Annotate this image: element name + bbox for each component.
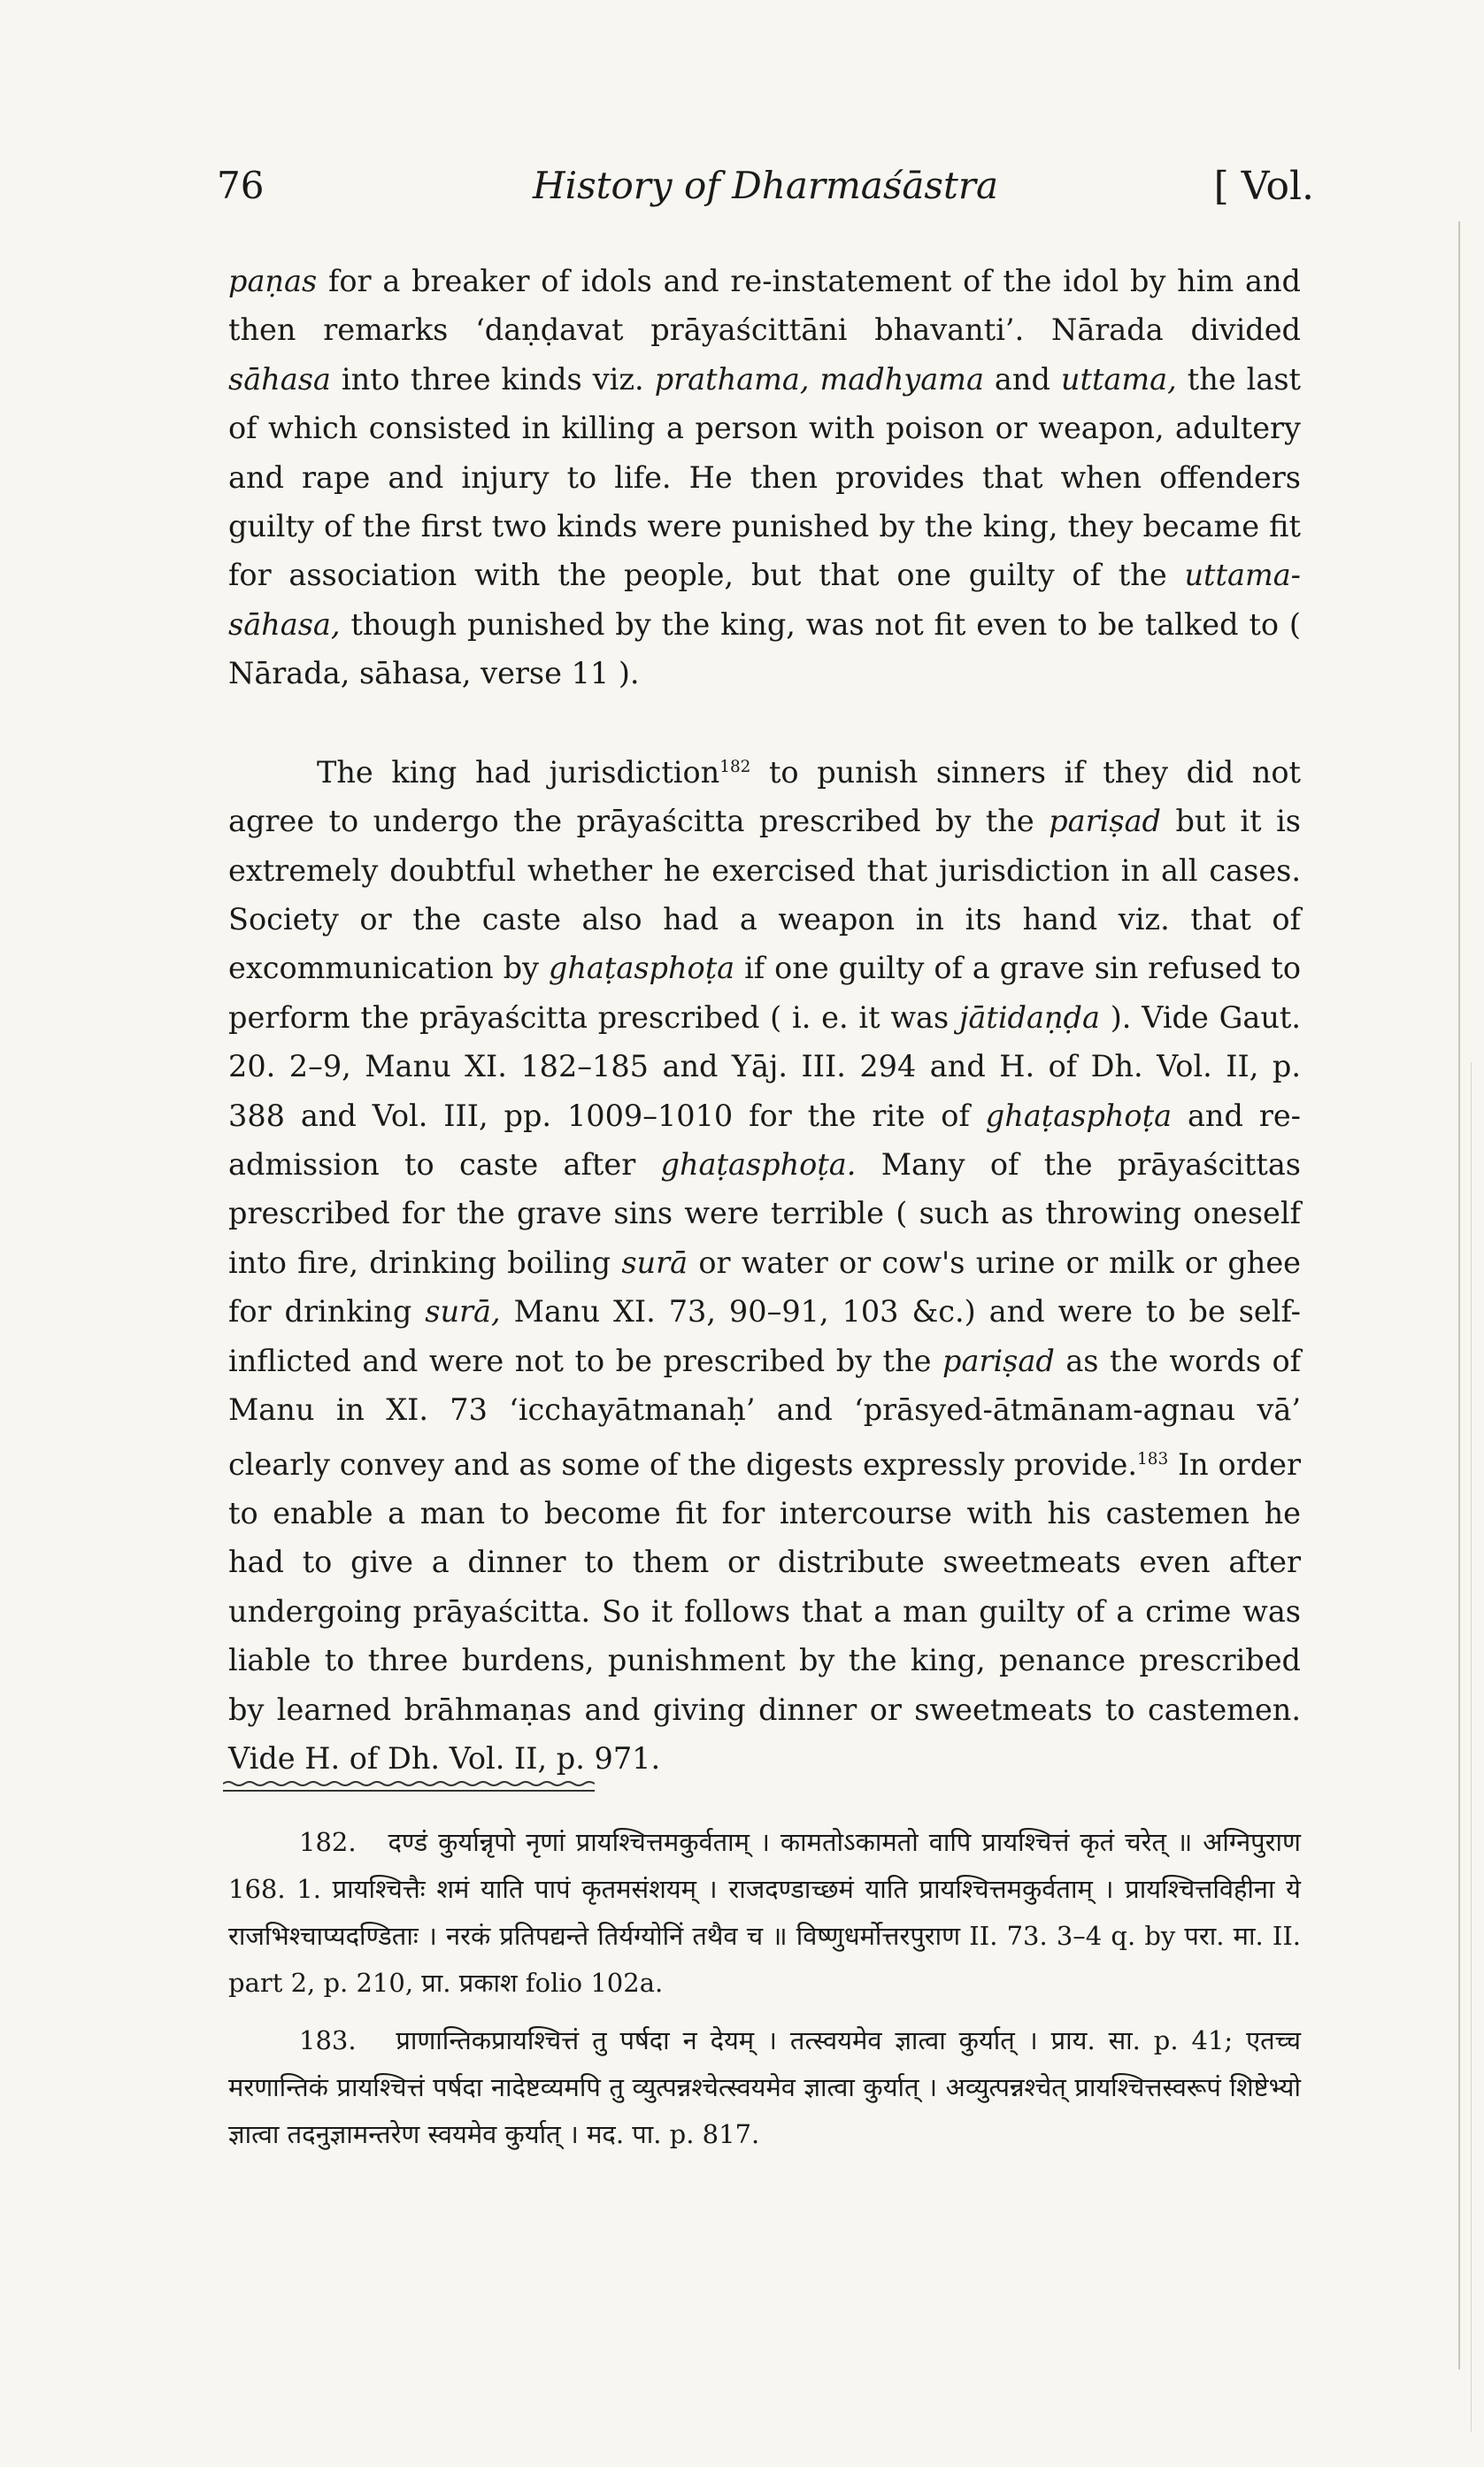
running-title: History of Dharmaśāstra — [533, 164, 998, 207]
term-italic: uttama, — [1060, 361, 1177, 397]
text-run: into three kinds viz. — [330, 361, 655, 397]
text-run: though punished by the king, was not fit even to be talked to ( Nārada, sāhasa, verse 11 ). — [228, 606, 1301, 691]
term-italic: ghaṭasphoṭa. — [660, 1147, 857, 1183]
text-run: for a breaker of idols and re-instatement of the idol by him and then remarks ‘daṇḍavat prāyaścittāni bhavanti’. Nārada divided — [228, 264, 1301, 348]
text-run: In order to enable a man to become fit for intercourse with his castemen he had to give a dinner to them or distribute sweetmeats even after undergoing prāyaścitta. So it follows that a man guilty of a crime was liable to three burdens, punishment by the king, penance prescribed by learned brāhmaṇas and giving dinner or sweetmeats to castemen. Vide H. of Dh. Vol. II, p. 971. — [228, 1446, 1301, 1777]
text-run: but it is extremely doubtful whether he exercised that jurisdiction in all cases. Society or the caste also had a weapon in its hand viz. that of excommunication by — [228, 804, 1301, 986]
term-italic: pariṣad — [1049, 804, 1161, 839]
text-run: the last of which consisted in killing a person with poison or weapon, adultery and rape and injury to life. He then provides that when offenders guilty of the first two kinds were punished by the king, they became fit for association with the people, but that one guilty of the — [228, 361, 1301, 593]
text-run: Many of the prāyaścittas prescribed for the grave sins were terrible ( such as throwing oneself into fire, drinking boiling — [228, 1147, 1301, 1280]
term-italic: sāhasa — [228, 361, 331, 397]
footnote-ref: 182 — [719, 757, 751, 776]
footnote-182 — [228, 1819, 1301, 2007]
term-italic: uttama-sāhasa, — [228, 558, 1301, 642]
page-number: 76 — [217, 164, 265, 207]
term-italic: paṇas — [228, 264, 318, 298]
main-text — [228, 257, 1301, 1784]
text-run: and re-admission to caste after — [228, 1098, 1302, 1183]
volume-marker: [ Vol. — [1213, 164, 1314, 209]
footnote-separator — [223, 1779, 595, 1795]
page-header — [217, 164, 1314, 217]
paragraph-2 — [228, 743, 1301, 1784]
text-run: to punish sinners if they did not agree to undergo the prāyaścitta prescribed by the — [228, 754, 1301, 839]
text-run: ). Vide Gaut. 20. 2–9, Manu XI. 182–185 and Yāj. III. 294 and H. of Dh. Vol. II, p. 388 and Vol. III, pp. 1009–1010 for the rite of — [228, 999, 1302, 1133]
term-italic: pariṣad — [942, 1343, 1055, 1378]
page-edge-rule — [1458, 221, 1460, 2370]
text-run: and — [983, 361, 1061, 397]
term-italic: ghaṭasphoṭa — [548, 951, 735, 986]
footnotes — [228, 1819, 1301, 2158]
footnote-ref: 183 — [1137, 1449, 1169, 1469]
text-run: as the words of Manu in XI. 73 ‘icchayātmanaḥ’ and ‘prāsyed-ātmānam-agnau vā’ clearly convey and as some of the digests expressly provide. — [228, 1343, 1302, 1482]
term-italic: surā — [621, 1245, 688, 1280]
text-run: if one guilty of a grave sin refused to perform the prāyaścitta prescribed ( i. e. it was — [228, 951, 1301, 1035]
term-italic: prathama, madhyama — [654, 361, 984, 397]
footnote-number: 182. — [299, 1827, 357, 1857]
term-italic: ghaṭasphoṭa — [985, 1098, 1173, 1133]
page-edge-rule-inner — [1471, 1062, 1472, 2432]
text-run: Manu XI. 73, 90–91, 103 &c.) and were to be self-inflicted and were not to be prescribed by the — [228, 1294, 1301, 1378]
footnote-number: 183. — [299, 2025, 357, 2055]
footnote-text: दण्डं कुर्यान्नृपो नृणां प्रायश्चित्तमकुर्वताम् । कामतोऽकामतो वापि प्रायश्चित्तं कृतं चरेत् ॥ अग्निपुराण 168. 1. प्रायश्चित्तैः शमं याति पापं कृतमसंशयम् । राजदण्डाच्छमं याति प्रायश्चित्तमकुर्वताम् । प्रायश्चित्तविहीना ये राजभिश्चाप्यदण्डिताः । नरकं प्रतिपद्यन्ते तिर्यग्योनिं तथैव च ॥ विष्णुधर्मोत्तरपुराण II. 73. 3–4 q. by परा. मा. II. part 2, p. 210, प्रा. प्रकाश folio 102a. — [228, 1827, 1301, 1998]
term-italic: surā, — [425, 1294, 501, 1330]
paragraph-1 — [228, 257, 1301, 698]
term-italic: jātidaṇḍa — [959, 999, 1100, 1035]
text-run: The king had jurisdiction — [317, 754, 720, 790]
footnote-text: प्राणान्तिकप्रायश्चित्तं तु पर्षदा न देयम् । तत्स्वयमेव ज्ञात्वा कुर्यात् । प्राय. सा. p. 41; एतच्च मरणान्तिकं प्रायश्चित्तं पर्षदा नादेष्टव्यमपि तु व्युत्पन्नश्चेत्स्वयमेव ज्ञात्वा कुर्यात् । अव्युत्पन्नश्चेत् प्रायश्चित्तस्वरूपं शिष्टेभ्यो ज्ञात्वा तदनुज्ञामन्तरेण स्वयमेव कुर्यात् । मद. पा. p. 817. — [228, 2025, 1301, 2149]
text-run: or water or cow's urine or milk or ghee for drinking — [228, 1245, 1301, 1330]
footnote-183 — [228, 2017, 1301, 2158]
